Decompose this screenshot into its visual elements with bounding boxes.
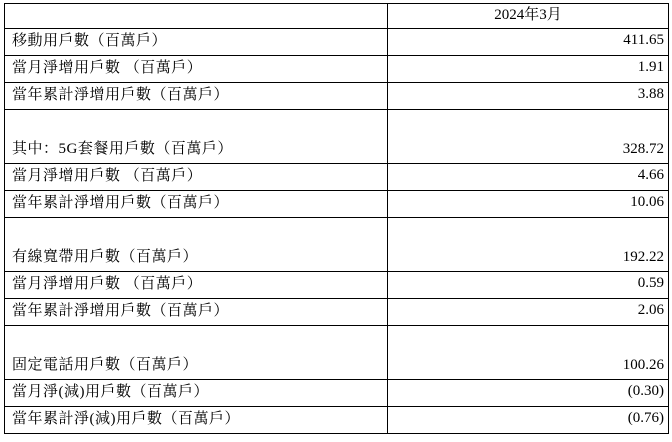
table-row <box>5 83 669 110</box>
row-value-cell: 4.66 <box>388 164 669 191</box>
table-row <box>5 299 669 326</box>
row-label-cell: 當年累計淨增用戶數（百萬戶） <box>5 191 388 218</box>
table-row <box>5 218 669 272</box>
row-label-cell: 當月淨(減)用戶數（百萬戶） <box>5 380 388 407</box>
table-row <box>5 56 669 83</box>
row-label-cell: 當月淨增用戶數 （百萬戶） <box>5 164 388 191</box>
row-label-cell: 當年累計淨(減)用戶數（百萬戶） <box>5 407 388 434</box>
table-row <box>5 272 669 299</box>
table-row <box>5 164 669 191</box>
row-label-cell: 當月淨增用戶數 （百萬戶） <box>5 56 388 83</box>
table-row <box>5 407 669 434</box>
table-row <box>5 29 669 56</box>
row-value-cell: 2.06 <box>388 299 669 326</box>
table-row <box>5 326 669 380</box>
row-value-cell: (0.30) <box>388 380 669 407</box>
row-label-cell: 當年累計淨增用戶數（百萬戶） <box>5 299 388 326</box>
row-value-cell: 3.88 <box>388 83 669 110</box>
row-label-cell: 其中：5G套餐用戶數（百萬戶） <box>5 110 388 164</box>
period-header-cell: 2024年3月 <box>388 4 669 29</box>
row-value-cell: 10.06 <box>388 191 669 218</box>
table-row <box>5 191 669 218</box>
row-value-cell: 0.59 <box>388 272 669 299</box>
row-value-cell: 328.72 <box>388 110 669 164</box>
table-body <box>5 29 669 434</box>
row-label-cell: 固定電話用戶數（百萬戶） <box>5 326 388 380</box>
row-value-cell: 100.26 <box>388 326 669 380</box>
row-value-cell: 1.91 <box>388 56 669 83</box>
table-header-row <box>5 4 669 29</box>
row-value-cell: 411.65 <box>388 29 669 56</box>
row-label-cell: 當月淨增用戶數 （百萬戶） <box>5 272 388 299</box>
subscriber-kpi-table <box>4 3 669 434</box>
row-label-cell: 移動用戶數（百萬戶） <box>5 29 388 56</box>
row-label-cell: 有線寬帶用戶數（百萬戶） <box>5 218 388 272</box>
table-row <box>5 110 669 164</box>
row-value-cell: (0.76) <box>388 407 669 434</box>
table-row <box>5 380 669 407</box>
row-label-cell: 當年累計淨增用戶數（百萬戶） <box>5 83 388 110</box>
corner-cell <box>5 4 388 29</box>
row-value-cell: 192.22 <box>388 218 669 272</box>
